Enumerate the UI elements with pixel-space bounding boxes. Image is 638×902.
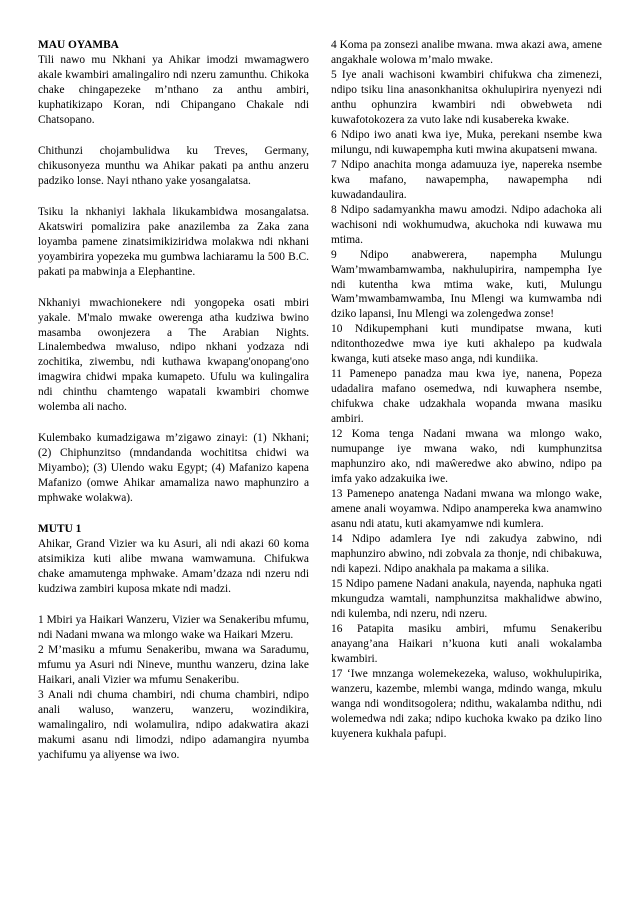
- intro-paragraph: Kulembako kumadzigawa m’zigawo zinayi: (1) Nkhani; (2) Chiphunzitso (mndandanda wochititsa chidwi wa Miyambo); (3) Ulendo waku Egypt; (4) Mafanizo kapena Mafanizo (omwe Ahikar amamaliza nawo maphunziro a mphwake wolakwa).: [38, 432, 309, 505]
- verse: 13 Pamenepo anatenga Nadani mwana wa mlongo wake, amene anali woyamwa. Ndipo anampereka kwa anamwino asanu ndi atatu, kuti akamyamwe ndi kumlera.: [331, 488, 602, 530]
- verse: 4 Koma pa zonsezi analibe mwana. mwa akazi awa, amene angakhale wolowa m’malo mwake.: [331, 39, 602, 66]
- verse: 9 Ndipo anabwerera, napempha Mulungu Wam’mwambamwamba, nakhulupirira, nampempha Iye ndi kutentha kwa mtima wake, kuti, Mulungu Wam’mwambamwamba, Inu Mlengi wa kumwamba ndi dziko lapansi, Inu Mlengi wa zolengedwa zonse!: [331, 248, 602, 321]
- verse: 3 Anali ndi chuma chambiri, ndi chuma chambiri, ndipo anali waluso, wanzeru, wanzeru, wozindikira, wamalingaliro, ndi wolamulira, ndipo adakwatira akazi makumi asanu ndi limodzi, ndipo adamangira nyumba yachifumu ya aliyense wa iwo.: [38, 688, 309, 761]
- verse: 11 Pamenepo panadza mau kwa iye, nanena, Popeza udadalira mafano osemedwa, ndi kuwaphera nsembe, chifukwa chake udzakhala wopanda mwana masiku ambiri.: [331, 368, 602, 426]
- verse: 12 Koma tenga Nadani mwana wa mlongo wako, numupange iye mwana wako, ndi kumphunzitsa maphunziro ako, ndi maŵeredwe ako abwino, ndipo pa imfa yako adzakuika iwe.: [331, 428, 602, 486]
- verse: 15 Ndipo pamene Nadani anakula, nayenda, naphuka ngati mkungudza wamtali, namphunzitsa makhalidwe abwino, ndi kulemba, ndi nzeru, ndi nzeru.: [331, 577, 602, 620]
- verse: 10 Ndikupemphani kuti mundipatse mwana, kuti nditonthozedwe mwa iye kuti akhalepo pa kudwala kwanga, kuti atseke maso anga, ndi kundiika.: [331, 323, 602, 366]
- intro-paragraph: Chithunzi chojambulidwa ku Treves, Germany, chikusonyeza munthu wa Ahikar pakati pa anthu anzeru padziko lonse. Nayi nthano yake yosangalatsa.: [38, 144, 309, 187]
- verse: 5 Iye anali wachisoni kwambiri chifukwa cha zimenezi, ndipo tsiku lina anasonkhanitsa okhulupirira nyenyezi ndi anthu ophunzira kwambiri ndi obwebweta ndi kuwafotokozera za vuto lake ndi kusabereka kwake.: [331, 68, 602, 126]
- intro-paragraph: Tsiku la nkhaniyi lakhala likukambidwa mosangalatsa. Akatswiri pomalizira pake anazilemba za Zaka zana loyamba pamene zinatsimikiziridwa molakwa ndi nkhani yoyambirira yopezeka mu gumbwa lachiaramu la 500 B.C. pakati pa mabwinja a Elephantine.: [38, 205, 309, 278]
- verse: 6 Ndipo iwo anati kwa iye, Muka, perekani nsembe kwa milungu, ndi kuwapempha kuti mwina akupatseni mwana.: [331, 128, 602, 156]
- chapter-summary: Ahikar, Grand Vizier wa ku Asuri, ali ndi akazi 60 koma atsimikiza kuti alibe mwana wamwamuna. Chifukwa chake amamutenga mphwake. Amam’dzaza ndi nzeru ndi kudziwa zambiri kuposa mkate ndi madzi.: [38, 538, 309, 596]
- verse: 14 Ndipo adamlera Iye ndi zakudya zabwino, ndi maphunziro abwino, ndi zobvala za thonje, ndi chibakuwa, ndi kapezi. Ndipo anakhala pa makama a silika.: [331, 532, 602, 575]
- verse: 2 M’masiku a mfumu Senakeribu, mwana wa Saradumu, mfumu ya Asuri ndi Nineve, munthu wanzeru, dzina lake Haikari, anali Vizier wa mfumu Senakeribu.: [38, 643, 309, 686]
- left-column: [38, 38, 309, 763]
- verse: 1 Mbiri ya Haikari Wanzeru, Vizier wa Senakeribu mfumu, ndi Nadani mwana wa mlongo wake wa Haikari Mzeru.: [38, 614, 309, 641]
- two-column-layout: [38, 38, 602, 763]
- right-column: [331, 38, 602, 763]
- chapter-heading: MUTU 1: [38, 523, 82, 536]
- intro-paragraph: Tili nawo mu Nkhani ya Ahikar imodzi mwamagwero akale kwambiri amalingaliro ndi nzeru zamunthu. Chikoka chake chingapezeke m’nthano za anthu ambiri, kuphatikizapo Koran, ndi Chipangano Chakale ndi Chatsopano.: [38, 53, 309, 126]
- verse: 7 Ndipo anachita monga adamuuza iye, napereka nsembe kwa mafano, nawapempha, nawapempha ndi kuwadandaulira.: [331, 158, 602, 201]
- intro-paragraph: Nkhaniyi mwachionekere ndi yongopeka osati mbiri yakale. M'malo mwake owerenga atha kudziwa bwino masamba owonjezera a The Arabian Nights. Linalembedwa mwaluso, ndipo nkhani yodzaza ndi zochitika, ziwembu, ndi kuthawa kwapang'onopang'ono imagwira chidwi mpaka kumapeto. Ufulu wa kulingalira ndi chinthu chamtengo wapatali kwambiri chomwe wolemba ali nacho.: [38, 296, 309, 414]
- verse: 17 ‘Iwe mnzanga wolemekezeka, waluso, wokhulupirika, wanzeru, kazembe, mlembi wanga, mdindo wanga, mkulu wanga ndi wonditsogolera; ndithu, wakalamba ndithu, ndi wolemedwa ndi zaka; ndipo kuchoka kwako pa dziko lino kuyenera kukhala pafupi.: [331, 667, 602, 740]
- verse: 16 Patapita masiku ambiri, mfumu Senakeribu anayang’ana Haikari n’kuona kuti anali wokalamba kwambiri.: [331, 622, 602, 665]
- verse: 8 Ndipo sadamyankha mawu amodzi. Ndipo adachoka ali wachisoni ndi wokhumudwa, akuchoka ndi kuwawa mu mtima.: [331, 203, 602, 246]
- section-heading-introduction: MAU OYAMBA: [38, 39, 119, 51]
